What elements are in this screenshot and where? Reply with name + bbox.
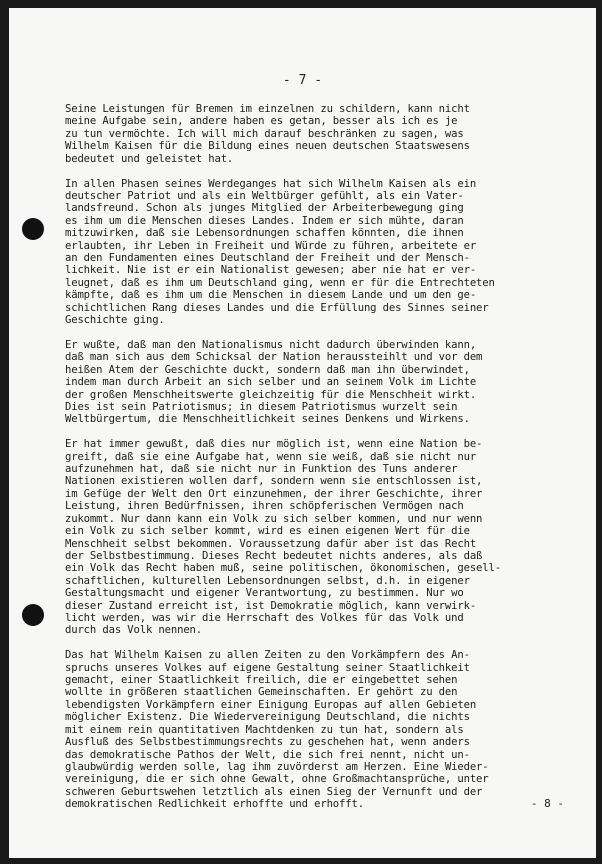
text-line: spruchs unseres Volkes auf eigene Gestaltung seiner Staatlichkeit [65, 661, 470, 674]
text-line: im Gefüge der Welt den Ort einzunehmen, der ihrer Geschichte, ihrer [65, 487, 483, 500]
text-line: Menschheit selbst bekommen. Voraussetzung dafür aber ist das Recht [65, 537, 477, 550]
text-line: Er wußte, daß man den Nationalismus nicht dadurch überwinden kann, [65, 338, 477, 351]
text-line: glaubwürdig werden solle, lag ihm zuvörderst am Herzen. Eine Wieder- [65, 760, 489, 773]
text-line: licht werden, was wir die Herrschaft des Volkes für das Volk und [65, 611, 464, 624]
text-line: durch das Volk nennen. [65, 624, 203, 637]
text-line: demokratischen Redlichkeit erhoffte und erhofft. [65, 798, 364, 811]
text-line: Geschichte ging. [65, 314, 165, 326]
text-line: indem man durch Arbeit an sich selber und an seinem Volk im Lichte [65, 376, 477, 389]
text-line: mit einem rein quantitativen Machtdenken zu tun hat, sondern als [65, 723, 464, 736]
text-line: heißen Atem der Geschichte duckt, sondern daß man ihn überwindet, [65, 363, 470, 376]
punch-hole-top [22, 218, 44, 240]
punch-hole-bottom [22, 604, 44, 626]
next-page-marker: - 8 - [530, 797, 564, 810]
text-line: Ausfluß des Selbstbestimmungsrechts zu geschehen hat, wenn anders [65, 736, 470, 749]
text-line: mitzuwirken, daß sie Lebensordnungen schaffen könnten, die ihnen [65, 227, 464, 240]
text-line: Gestaltungsmacht und eigener Verantwortung, zu bestimmen. Nur wo [65, 587, 464, 600]
paragraph [65, 103, 585, 165]
text-line: zukommt. Nur dann kann ein Volk zu sich selber kommen, und nur wenn [65, 512, 483, 525]
text-line: möglicher Existenz. Die Wiedervereinigung Deutschland, die nichts [65, 711, 470, 724]
text-line: lebendigsten Vorkämpfern einer Einigung Europas auf allen Gebieten [65, 698, 477, 711]
text-line: Nationen existieren wollen darf, sondern wenn sie entschlossen ist, [65, 475, 483, 488]
text-line: lichkeit. Nie ist er ein Nationalist gewesen; aber nie hat er ver- [65, 264, 477, 277]
text-line: ein Volk das Recht haben muß, seine politischen, ökonomischen, gesell- [65, 562, 501, 575]
text-line: Dies ist sein Patriotismus; in diesem Patriotismus wurzelt sein [65, 400, 458, 413]
text-line: Leistung, ihren Bedürfnissen, ihren schöpferischen Vermögen nach [65, 500, 464, 513]
text-line: deutscher Patriot und als ein Weltbürger gefühlt, als ein Vater- [65, 189, 464, 202]
text-line: dieser Zustand erreicht ist, ist Demokratie möglich, kann verwirk- [65, 599, 477, 612]
page-number: - 7 - [282, 73, 323, 88]
text-line: landsfreund. Schon als junges Mitglied der Arbeiterbewegung ging [65, 202, 464, 215]
body-text [65, 103, 585, 823]
paragraph [65, 178, 585, 327]
text-line: daß man sich aus dem Schicksal der Nation heraussteihlt und vor dem [65, 351, 483, 364]
text-line: greift, daß sie eine Aufgabe hat, wenn sie weiß, daß sie nicht nur [65, 450, 477, 463]
text-line: schichtlichen Rang dieses Landes und die Erfüllung des Sinnes seiner [65, 301, 489, 314]
paragraph [65, 649, 585, 810]
text-line: der großen Menschheitswerte gleichzeitig für die Menschheit wirkt. [65, 388, 477, 401]
paragraph [65, 438, 585, 637]
text-line: ein Volk zu sich selber kommt, wird es einen eigenen Wert für die [65, 525, 470, 538]
text-line: schaftlichen, kulturellen Lebensordnungen selbst, d.h. in eigener [65, 574, 470, 587]
text-line: meine Aufgabe sein, andere haben es getan, besser als ich es je [65, 115, 458, 128]
text-line: Seine Leistungen für Bremen im einzelnen zu schildern, kann nicht [65, 103, 470, 115]
text-line: erlaubten, ihr Leben in Freiheit und Würde zu führen, arbeitete er [65, 239, 477, 252]
text-line: Weltbürgertum, die Menschheitlichkeit seines Denkens und Wirkens. [65, 413, 470, 426]
text-line: zu tun vermöchte. Ich will mich darauf beschränken zu sagen, was [65, 127, 464, 140]
paragraph [65, 339, 585, 426]
text-line: an den Fundamenten eines Deutschland der Freiheit und der Mensch- [65, 251, 470, 264]
text-line: der Selbstbestimmung. Dieses Recht bedeutet nichts anderes, als daß [65, 549, 483, 562]
text-line: Er hat immer gewußt, daß dies nur möglich ist, wenn eine Nation be- [65, 438, 483, 451]
text-line: wollte in größeren staatlichen Gemeinschaften. Er gehört zu den [65, 686, 458, 699]
text-line: das demokratische Pathos der Welt, die sich frei nennt, nicht un- [65, 748, 470, 761]
text-line: leugnet, daß es ihm um Deutschland ging, wenn er für die Entrechteten [65, 276, 495, 289]
document-page [9, 8, 596, 858]
text-line: kämpfte, daß es ihm um die Menschen in diesem Lande und um den ge- [65, 289, 477, 302]
text-line: gemacht, einer Staatlichkeit freilich, die er eingebettet sehen [65, 674, 458, 687]
text-line: Wilhelm Kaisen für die Bildung eines neuen deutschen Staatswesens [65, 140, 470, 153]
text-line: es ihm um die Menschen dieses Landes. Indem er sich mühte, daran [65, 214, 464, 227]
text-line: aufzunehmen hat, daß sie nicht nur in Funktion des Tuns anderer [65, 463, 458, 476]
text-line: vereinigung, die er sich ohne Gewalt, ohne Großmachtansprüche, unter [65, 773, 489, 786]
text-line: schweren Geburtswehen letztlich als einen Sieg der Vernunft und der [65, 785, 483, 798]
text-line: In allen Phasen seines Werdeganges hat sich Wilhelm Kaisen als ein [65, 177, 477, 190]
text-line: bedeutet und geleistet hat. [65, 152, 234, 165]
text-line: Das hat Wilhelm Kaisen zu allen Zeiten zu den Vorkämpfern des An- [65, 649, 470, 662]
